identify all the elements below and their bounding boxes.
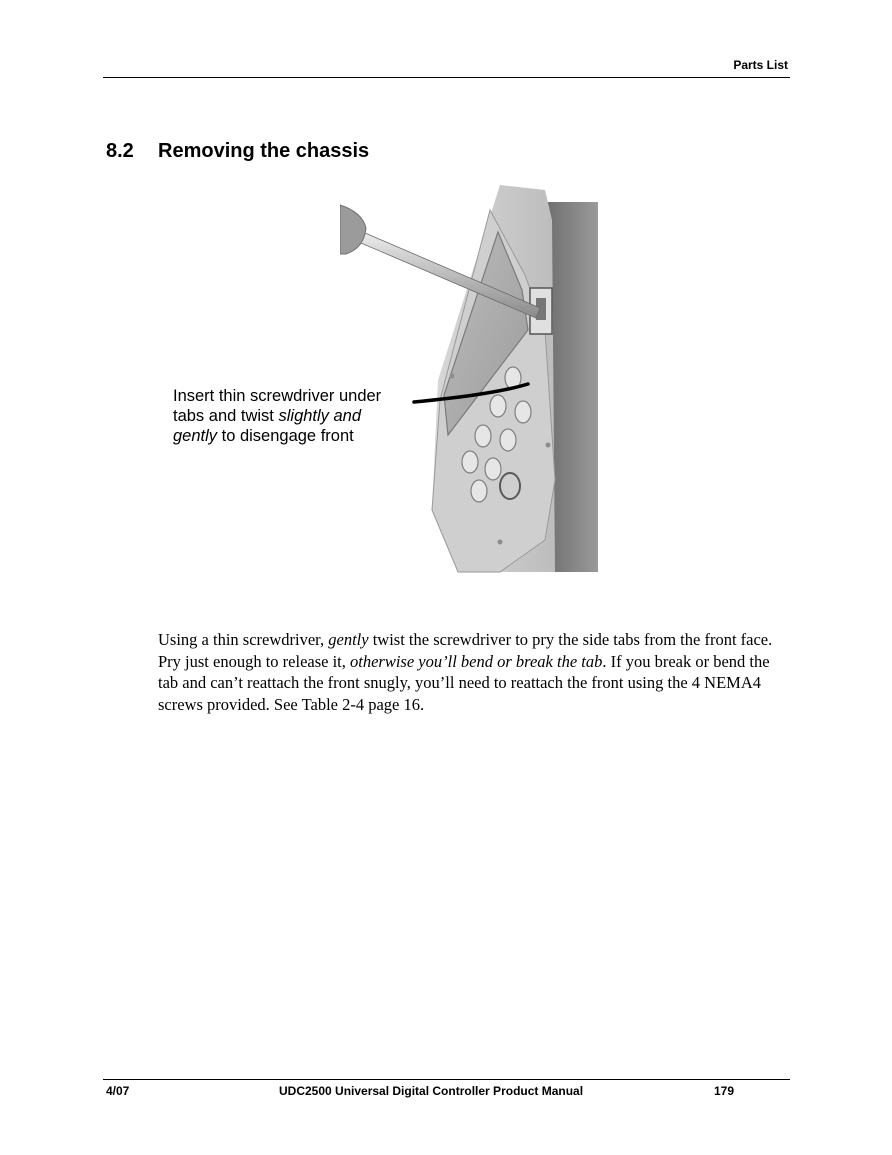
instruction-paragraph: Using a thin screwdriver, gently twist the screwdriver to pry the side tabs from the front face. Pry just enough to release it, otherwise you’ll bend or break the tab. If you break or bend the tab and can’t reattach the front snugly, you’ll need to reattach the front using the 4 NEMA4 screws provided. See Table 2-4 page 16. <box>158 630 773 714</box>
chassis-removal-photo <box>340 180 600 573</box>
footer-date: 4/07 <box>106 1084 130 1098</box>
section-heading <box>106 140 369 163</box>
callout-line-3: gently to disengage front <box>173 427 354 445</box>
callout-line-2: tabs and twist slightly and <box>173 407 362 425</box>
screwdriver-handle <box>340 205 366 254</box>
footer-manual-title: UDC2500 Universal Digital Controller Product Manual <box>279 1084 584 1098</box>
running-header: Parts List <box>733 58 788 72</box>
page-number: 179 <box>714 1084 735 1098</box>
footer-rule <box>103 1079 790 1080</box>
section-number: 8.2 <box>106 140 134 162</box>
callout-line-1: Insert thin screwdriver under <box>173 387 382 405</box>
callout-arrow <box>400 380 540 420</box>
figure-callout <box>173 386 413 446</box>
header-rule <box>103 77 790 78</box>
section-title: Removing the chassis <box>158 140 370 162</box>
